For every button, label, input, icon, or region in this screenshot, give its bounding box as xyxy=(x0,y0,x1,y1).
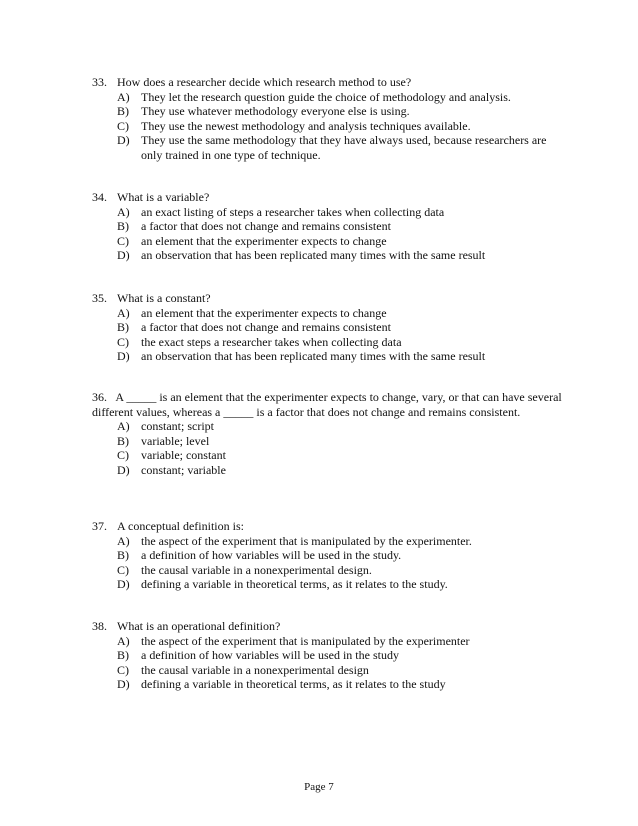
option-text: variable; constant xyxy=(141,448,226,463)
option-text: constant; variable xyxy=(141,462,226,477)
option-b xyxy=(117,104,562,119)
option-text: a factor that does not change and remains consistent xyxy=(141,320,391,335)
question-stem xyxy=(92,619,562,634)
answer-options xyxy=(117,306,562,364)
option-text: a definition of how variables will be used in the study. xyxy=(141,548,402,563)
option-letter: C) xyxy=(117,334,129,349)
question-number: 34. xyxy=(92,190,107,204)
question-text: A conceptual definition is: xyxy=(117,519,244,533)
option-text: the exact steps a researcher takes when collecting data xyxy=(141,334,402,349)
option-b xyxy=(117,548,562,563)
question-number: 35. xyxy=(92,291,107,305)
option-c xyxy=(117,234,562,249)
option-c xyxy=(117,119,562,134)
question-stem xyxy=(92,291,562,306)
option-a xyxy=(117,534,562,549)
answer-options xyxy=(117,90,562,163)
option-a xyxy=(117,306,562,321)
option-text: an element that the experimenter expects to change xyxy=(141,305,387,320)
option-text: They use the same methodology that they have always used, because researchers are only trained in one type of technique. xyxy=(141,133,547,162)
option-text: an element that the experimenter expects to change xyxy=(141,233,387,248)
question-37 xyxy=(92,519,562,592)
option-text: an observation that has been replicated many times with the same result xyxy=(141,349,486,364)
option-letter: B) xyxy=(117,433,129,448)
answer-options xyxy=(117,634,562,692)
option-text: an observation that has been replicated many times with the same result xyxy=(141,248,486,263)
option-letter: B) xyxy=(117,320,129,335)
option-c xyxy=(117,663,562,678)
option-letter: A) xyxy=(117,419,130,434)
option-letter: C) xyxy=(117,233,129,248)
option-letter: D) xyxy=(117,349,130,364)
option-letter: D) xyxy=(117,133,130,148)
option-b xyxy=(117,320,562,335)
option-text: the causal variable in a nonexperimental design xyxy=(141,662,369,677)
option-letter: A) xyxy=(117,305,130,320)
question-stem xyxy=(92,390,562,419)
option-a xyxy=(117,205,562,220)
option-letter: B) xyxy=(117,219,129,234)
option-text: constant; script xyxy=(141,419,214,434)
question-text: How does a researcher decide which research method to use? xyxy=(117,75,412,89)
question-33 xyxy=(92,75,562,163)
option-letter: A) xyxy=(117,204,130,219)
option-letter: A) xyxy=(117,633,130,648)
option-letter: A) xyxy=(117,533,130,548)
answer-options xyxy=(117,419,562,477)
option-c xyxy=(117,448,562,463)
option-text: an exact listing of steps a researcher takes when collecting data xyxy=(141,204,445,219)
option-d xyxy=(117,677,562,692)
option-text: defining a variable in theoretical terms, as it relates to the study xyxy=(141,677,446,692)
question-text: What is a constant? xyxy=(117,291,211,305)
question-34 xyxy=(92,190,562,263)
option-a xyxy=(117,90,562,105)
question-38 xyxy=(92,619,562,692)
option-text: They let the research question guide the choice of methodology and analysis. xyxy=(141,89,511,104)
option-letter: D) xyxy=(117,462,130,477)
option-d xyxy=(117,577,562,592)
option-letter: C) xyxy=(117,562,129,577)
question-number: 38. xyxy=(92,619,107,633)
option-d xyxy=(117,133,562,162)
answer-options xyxy=(117,205,562,263)
question-36 xyxy=(92,390,562,478)
option-text: a factor that does not change and remains consistent xyxy=(141,219,391,234)
option-letter: D) xyxy=(117,577,130,592)
option-b xyxy=(117,648,562,663)
question-text: A _____ is an element that the experimenter expects to change, vary, or that can have several different values, whereas a _____ is a factor that does not change and remains consistent. xyxy=(92,390,562,419)
answer-options xyxy=(117,534,562,592)
question-number: 37. xyxy=(92,519,107,533)
option-b xyxy=(117,219,562,234)
option-c xyxy=(117,563,562,578)
option-text: a definition of how variables will be used in the study xyxy=(141,648,399,663)
question-text: What is a variable? xyxy=(117,190,210,204)
option-text: They use the newest methodology and analysis techniques available. xyxy=(141,118,471,133)
question-stem xyxy=(92,519,562,534)
question-stem xyxy=(92,190,562,205)
question-number: 36. xyxy=(92,390,107,404)
option-a xyxy=(117,419,562,434)
option-letter: C) xyxy=(117,662,129,677)
option-letter: D) xyxy=(117,248,130,263)
option-d xyxy=(117,349,562,364)
option-letter: B) xyxy=(117,104,129,119)
option-text: defining a variable in theoretical terms, as it relates to the study. xyxy=(141,577,448,592)
option-letter: C) xyxy=(117,448,129,463)
option-c xyxy=(117,335,562,350)
option-text: variable; level xyxy=(141,433,210,448)
option-letter: C) xyxy=(117,118,129,133)
option-text: the causal variable in a nonexperimental design. xyxy=(141,562,372,577)
page-number-footer: Page 7 xyxy=(304,781,334,793)
option-text: the aspect of the experiment that is manipulated by the experimenter xyxy=(141,633,470,648)
option-letter: D) xyxy=(117,677,130,692)
option-b xyxy=(117,434,562,449)
option-letter: A) xyxy=(117,89,130,104)
question-35 xyxy=(92,291,562,364)
option-text: They use whatever methodology everyone else is using. xyxy=(141,104,410,119)
option-d xyxy=(117,248,562,263)
option-text: the aspect of the experiment that is manipulated by the experimenter. xyxy=(141,533,472,548)
option-d xyxy=(117,463,562,478)
option-a xyxy=(117,634,562,649)
question-number: 33. xyxy=(92,75,107,89)
question-text: What is an operational definition? xyxy=(117,619,281,633)
question-stem xyxy=(92,75,562,90)
option-letter: B) xyxy=(117,548,129,563)
option-letter: B) xyxy=(117,648,129,663)
